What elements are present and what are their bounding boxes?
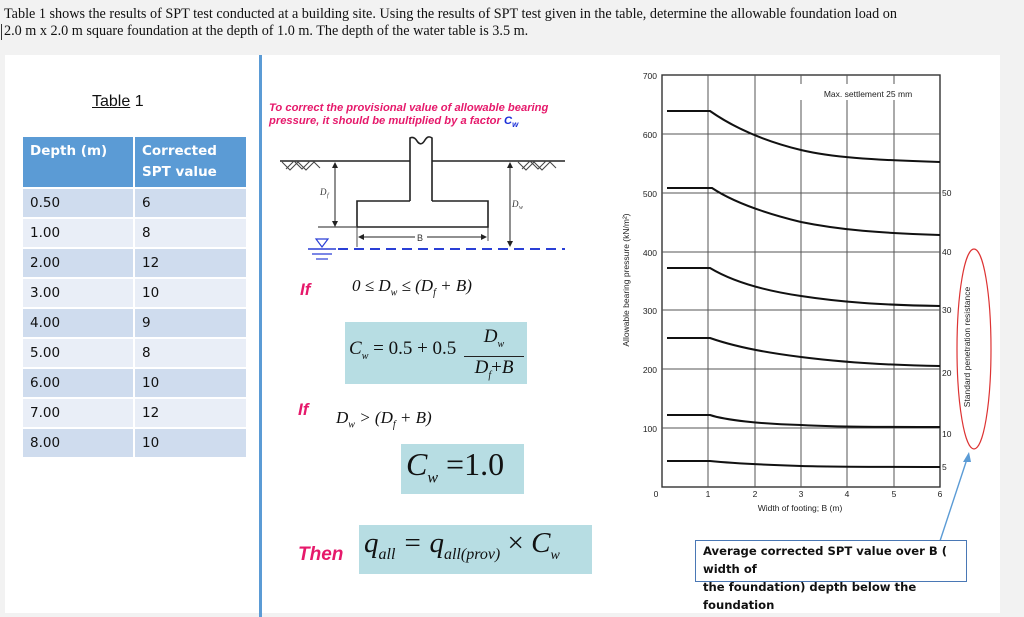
cell-depth: 1.00: [23, 218, 134, 248]
table-row: [23, 368, 246, 398]
table-row: [23, 338, 246, 368]
footing-diagram: [270, 135, 570, 265]
chart-title: Max. settlement 25 mm: [823, 89, 913, 99]
spt-table: [23, 137, 246, 457]
svg-text:6: 6: [937, 489, 943, 499]
cell-spt: 10: [134, 368, 246, 398]
cell-depth: 2.00: [23, 248, 134, 278]
callout-box: [695, 540, 967, 612]
svg-text:D: D: [320, 187, 327, 197]
cell-depth: 3.00: [23, 278, 134, 308]
if-label-2: If: [298, 400, 309, 419]
note-line-1: To correct the provisional value of allowable bearing: [269, 102, 549, 114]
svg-text:500: 500: [642, 189, 657, 199]
ground-hatch-icon: [282, 161, 556, 170]
svg-text:40: 40: [942, 247, 952, 257]
svg-text:50: 50: [942, 188, 952, 198]
svg-text:10: 10: [942, 429, 952, 439]
condition-1: $0 \le D_w \le (D_f + B)$: [352, 276, 472, 299]
svg-text:0: 0: [653, 489, 659, 499]
question-line-1: Table 1 shows the results of SPT test conducted at a building site. Using the results of SPT test given in the table, determine the allowable foundation load on: [4, 6, 897, 22]
cell-depth: 6.00: [23, 368, 134, 398]
svg-text:w: w: [519, 205, 524, 211]
cell-depth: 0.50: [23, 188, 134, 218]
right-axis-label: Standard penetration resistance: [962, 286, 972, 408]
table-header-row: [23, 137, 246, 188]
cell-spt: 10: [134, 278, 246, 308]
correction-note: [269, 102, 548, 131]
formula-1: $C_w = 0.5 + 0.5$: [349, 338, 457, 362]
table-row: [23, 308, 246, 338]
cell-spt: 10: [134, 428, 246, 457]
svg-text:3: 3: [798, 489, 804, 499]
svg-text:4: 4: [844, 489, 850, 499]
callout-line-1: Average corrected SPT value over B ( width of: [703, 544, 948, 576]
table-caption: [92, 93, 144, 111]
right-axis-labels: [942, 188, 952, 472]
y-axis-ticks: [643, 71, 657, 434]
table-row: [23, 188, 246, 218]
svg-text:700: 700: [642, 71, 657, 81]
then-label: Then: [298, 544, 344, 565]
table-row: [23, 278, 246, 308]
svg-text:30: 30: [942, 305, 952, 315]
svg-text:1: 1: [705, 489, 711, 499]
svg-text:B: B: [417, 233, 424, 243]
formula-2: $C_w =1.0$: [406, 446, 505, 487]
table-row: [23, 398, 246, 428]
svg-text:200: 200: [642, 365, 657, 375]
cell-spt: 9: [134, 308, 246, 338]
callout-line-2: the foundation) depth below the foundation: [703, 580, 917, 612]
cell-spt: 8: [134, 338, 246, 368]
cell-spt: 12: [134, 398, 246, 428]
x-axis-ticks: [654, 489, 943, 499]
header-spt-line1: Corrected: [142, 143, 217, 159]
header-spt: [134, 137, 246, 188]
condition-2: $D_w > (D_f + B)$: [336, 408, 432, 431]
cell-spt: 6: [134, 188, 246, 218]
table-caption-number: 1: [134, 93, 144, 110]
table-row: [23, 248, 246, 278]
svg-text:400: 400: [642, 248, 657, 258]
question-line-2: 2.0 m x 2.0 m square foundation at the depth of 1.0 m. The depth of the water table is 3.5 m.: [4, 23, 529, 39]
svg-text:100: 100: [642, 424, 657, 434]
note-cw: $C_w$: [503, 115, 519, 130]
water-table-icon: [308, 239, 336, 259]
svg-text:5: 5: [942, 462, 947, 472]
cell-spt: 8: [134, 218, 246, 248]
svg-text:D: D: [512, 199, 519, 209]
table-caption-word: Table: [92, 93, 131, 110]
panel-divider: [259, 55, 262, 617]
svg-text:20: 20: [942, 368, 952, 378]
if-label-1: If: [300, 280, 311, 299]
cell-depth: 7.00: [23, 398, 134, 428]
svg-text:300: 300: [642, 306, 657, 316]
question-text: [4, 6, 1019, 40]
y-axis-label: Allowable bearing pressure (kN/m²): [621, 213, 631, 347]
svg-text:f: f: [327, 193, 329, 199]
callout-arrow: [930, 440, 980, 545]
svg-text:2: 2: [752, 489, 758, 499]
formula-3: $q_{all} = q_{all(prov)} \times C_w$: [364, 527, 560, 563]
note-line-2: pressure, it should be multiplied by a factor $C_w$: [269, 115, 519, 130]
formula-1-fraction: $D_w$ $D_f+B$: [464, 326, 524, 387]
table-row: [23, 428, 246, 457]
svg-text:600: 600: [642, 130, 657, 140]
header-depth: Depth (m): [23, 137, 134, 188]
cell-depth: 4.00: [23, 308, 134, 338]
table-row: [23, 218, 246, 248]
svg-text:5: 5: [891, 489, 897, 499]
cell-depth: 8.00: [23, 428, 134, 457]
x-axis-label: Width of footing; B (m): [757, 503, 843, 513]
header-spt-line2: SPT value: [142, 164, 217, 180]
cell-spt: 12: [134, 248, 246, 278]
cell-depth: 5.00: [23, 338, 134, 368]
text-cursor-bar: [1, 24, 2, 40]
